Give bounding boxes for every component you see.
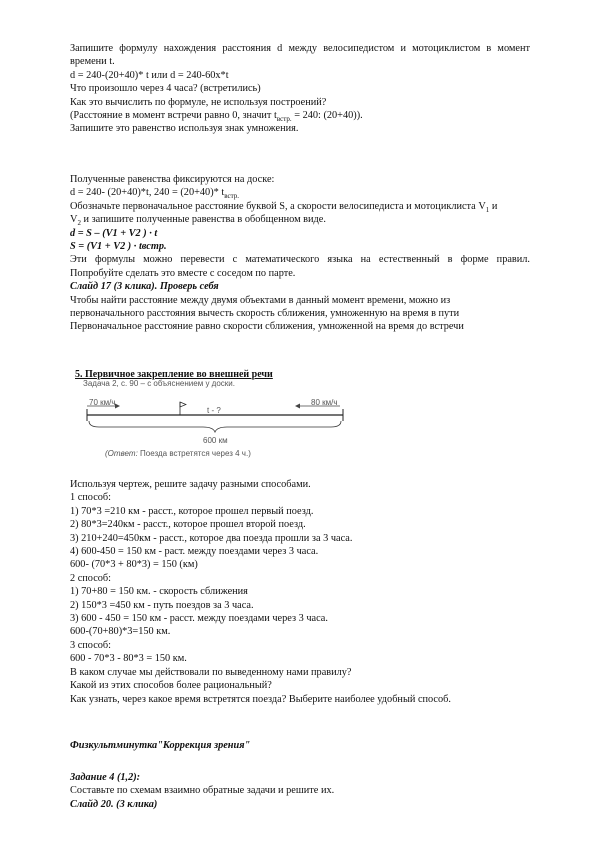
subscript: встр. [276, 115, 292, 124]
way-heading: 3 способ: [70, 639, 112, 651]
question-line: Как узнать, через какое время встретятся поезда? Выберите наиболее удобный способ. [70, 693, 451, 705]
text-line: Эти формулы можно перевести с математического языка на естественный в форме правил. [70, 254, 530, 266]
text-fragment: (Расстояние в момент встречи равно 0, значит t [70, 110, 277, 122]
text-fragment: Обозначьте первоначальное расстояние буквой S, а скорости велосипедиста и мотоциклиста V [70, 200, 486, 212]
section-solution [70, 478, 530, 706]
task-4-title: Задание 4 (1,2): [70, 772, 141, 783]
step-line: 3) 600 - 450 = 150 км - расст. между поездами через 3 часа. [70, 613, 328, 625]
distance-label: 600 км [203, 436, 228, 445]
text-line [70, 213, 530, 226]
step-line: 2) 150*3 =450 км - путь поездов за 3 часа. [70, 599, 254, 611]
time-label: t - ? [207, 406, 221, 415]
train-diagram [75, 367, 375, 462]
formula-line [70, 186, 530, 199]
fizminutka-heading: Физкультминутка"Коррекция зрения" [70, 740, 251, 751]
answer-prefix: (Ответ: [105, 449, 138, 458]
text-line: Полученные равенства фиксируются на доске: [70, 174, 275, 185]
formula-line: d = 240-(20+40)* t или d = 240-60х*t [70, 69, 229, 81]
rule-line: Чтобы найти расстояние между двумя объектами в данный момент времени, можно из [70, 294, 451, 306]
text-fragment: d = 240- (20+40)*t, 240 = (20+40)* t [70, 187, 225, 199]
text-line: Запишите это равенство используя знак умножения. [70, 123, 299, 135]
task-4-block [70, 771, 530, 811]
rule-line: Первоначальное расстояние равно скорости сближения, умноженной на время до встречи [70, 321, 464, 333]
meeting-flag [180, 402, 186, 407]
question-line: В каком случае мы действовали по выведенному нами правилу? [70, 666, 352, 678]
rule-line: первоначального расстояния вычесть скорость сближения, умноженную на время в пути [70, 308, 460, 320]
way-heading: 2 способ: [70, 572, 112, 584]
text-line [70, 109, 530, 122]
text-fragment: = 240: (20+40)). [291, 110, 363, 122]
step-line: 2) 80*3=240км - расст., которое прошел второй поезд. [70, 519, 306, 531]
text-line: Запишите формулу нахождения расстояния d между велосипедистом и мотоциклистом в момент [70, 43, 530, 54]
step-line: 1) 70*3 =210 км - расст., которое прошел первый поезд. [70, 505, 314, 517]
section-equalities [70, 173, 530, 334]
step-line: 600- (70*3 + 80*3) = 150 (км) [70, 559, 198, 571]
text-fragment: и [489, 200, 498, 212]
step-line: 4) 600-450 = 150 км - раст. между поездами через 3 часа. [70, 546, 319, 558]
formula-general-s: S = (V1 + V2 ) · tвстр. [70, 241, 167, 253]
step-line: 600-(70+80)*3=150 км. [70, 626, 171, 638]
text-fragment: и запишите полученные равенства в обобщенном виде. [80, 214, 326, 226]
text-line: Попробуйте сделать это вместе с соседом по парте. [70, 267, 296, 279]
left-arrow-head [115, 404, 120, 409]
distance-brace [89, 421, 341, 432]
answer-caption [105, 449, 251, 458]
subscript: 2 [77, 219, 81, 228]
right-arrow-head [295, 404, 300, 409]
step-line: 600 - 70*3 - 80*3 = 150 км. [70, 653, 187, 665]
text-line: Что произошло через 4 часа? (встретились) [70, 83, 261, 95]
text-line: времени t. [70, 56, 115, 68]
way-heading: 1 способ: [70, 492, 112, 504]
formula-general-d: d = S – (V1 + V2 ) · t [70, 227, 158, 239]
subscript: 1 [485, 205, 490, 214]
text-line: Используя чертеж, решите задачу разными способами. [70, 479, 311, 490]
diagram-graphic [75, 367, 375, 462]
step-line: 3) 210+240=450км - расст., которое два поезда прошли за 3 часа. [70, 532, 353, 544]
slide-17-label: Слайд 17 (3 клика). Проверь себя [70, 281, 219, 293]
text-line [70, 200, 530, 213]
text-fragment: V [70, 214, 78, 226]
subscript: встр. [224, 192, 239, 201]
heading-text: 5. Первичное закрепление во внешней речи [75, 369, 273, 380]
text-line: Составьте по схемам взаимно обратные задачи и решите их. [70, 785, 335, 797]
step-line: 1) 70+80 = 150 км. - скорость сближения [70, 586, 248, 598]
section-formula-distance [70, 42, 530, 136]
speed-right: 80 км/ч [311, 398, 338, 407]
fizminutka-block [70, 739, 530, 752]
speed-left: 70 км/ч [89, 398, 116, 407]
slide-20-label: Слайд 20. (3 клика) [70, 798, 158, 810]
question-line: Какой из этих способов более рациональный? [70, 680, 272, 692]
text-line: Как это вычислить по формуле, не используя построений? [70, 96, 327, 108]
answer-text: Поезда встретятся через 4 ч.) [137, 449, 251, 458]
task-caption: Задача 2, с. 90 – с объяснением у доски. [83, 379, 235, 388]
